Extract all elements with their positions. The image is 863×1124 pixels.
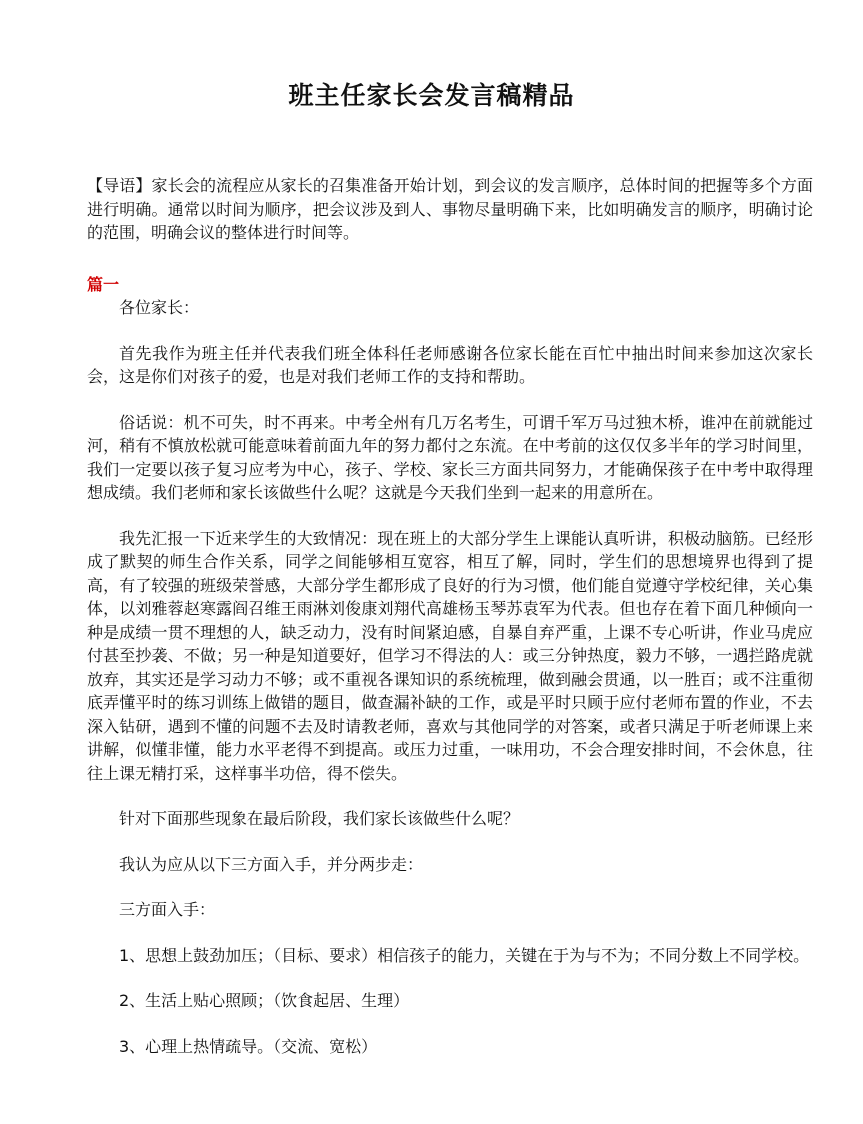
paragraph: 三方面入手： xyxy=(119,900,216,919)
paragraph: 针对下面那些现象在最后阶段，我们家长该做些什么呢？ xyxy=(119,809,520,828)
list-item: 1、思想上鼓劲加压；（目标、要求）相信孩子的能力，关键在于为与不为；不同分数上不同学校。 xyxy=(119,945,810,965)
paragraph: 我认为应从以下三方面入手，并分两步走： xyxy=(119,854,424,874)
paragraph: 我先汇报一下近来学生的大致情况：现在班上的大部分学生上课能认真听讲，积极动脑筋。已经形成了默契的师生合作关系，同学之间能够相互宽容，相互了解，同时，学生们的思想境界也得到了提高，有了较强的班级荣誉感，大部分学生都形成了良好的行为习惯，他们能自觉遵守学校纪律，关心集体，以刘雅蓉赵寒露阎召维王雨淋刘俊康刘翔代高雄杨玉琴苏袁军为代表。但也存在着下面几种倾向一种是成绩一贯不理想的人，缺乏动力，没有时间紧迫感，自暴自弃严重，上课不专心听讲，作业马虎应付甚至抄袭、不做；另一种是知道要好，但学习不得法的人：或三分钟热度，毅力不够，一遇拦路虎就放弃，其实还是学习动力不够；或不重视各课知识的系统梳理，做到融会贯通，以一胜百；或不注重彻底弄懂平时的练习训练上做错的题目，做查漏补缺的工作，或是平时只顾于应付老师布置的作业，不去深入钻研，遇到不懂的问题不去及时请教老师，喜欢与其他同学的对答案，或者只满足于听老师课上来讲解，似懂非懂，能力水平老得不到提高。或压力过重，一味用功，不会合理安排时间，不会休息，往往上课无精打采，这样事半功倍，得不偿失。 xyxy=(87,528,813,783)
list-item: 2、生活上贴心照顾；（饮食起居、生理） xyxy=(119,991,410,1010)
document-title: 班主任家长会发言稿精品 xyxy=(288,81,575,110)
document-body xyxy=(87,174,813,1080)
paragraph: 首先我作为班主任并代表我们班全体科任老师感谢各位家长能在百忙中抽出时间来参加这次家长会，这是你们对孩子的爱，也是对我们老师工作的支持和帮助。 xyxy=(87,343,813,386)
paragraph: 俗话说：机不可失，时不再来。中考全州有几万名考生，可谓千军万马过独木桥，谁冲在前就能过河，稍有不慎放松就可能意味着前面九年的努力都付之东流。在中考前的这仅仅多半年的学习时间里，我们一定要以孩子复习应考为中心，孩子、学校、家长三方面共同努力，才能确保孩子在中考中取得理想成绩。我们老师和家长该做些什么呢？这就是今天我们坐到一起来的用意所在。 xyxy=(87,412,813,502)
list-item: 3、心理上热情疏导。（交流、宽松） xyxy=(119,1036,378,1056)
intro-paragraph: 【导语】家长会的流程应从家长的召集准备开始计划，到会议的发言顺序，总体时间的把握等多个方面进行明确。通常以时间为顺序，把会议涉及到人、事物尽量明确下来，比如明确发言的顺序，明确讨论的范围，明确会议的整体进行时间等。 xyxy=(87,176,813,242)
paragraph-salutation: 各位家长： xyxy=(119,298,200,317)
section-heading: 篇一 xyxy=(87,274,120,294)
